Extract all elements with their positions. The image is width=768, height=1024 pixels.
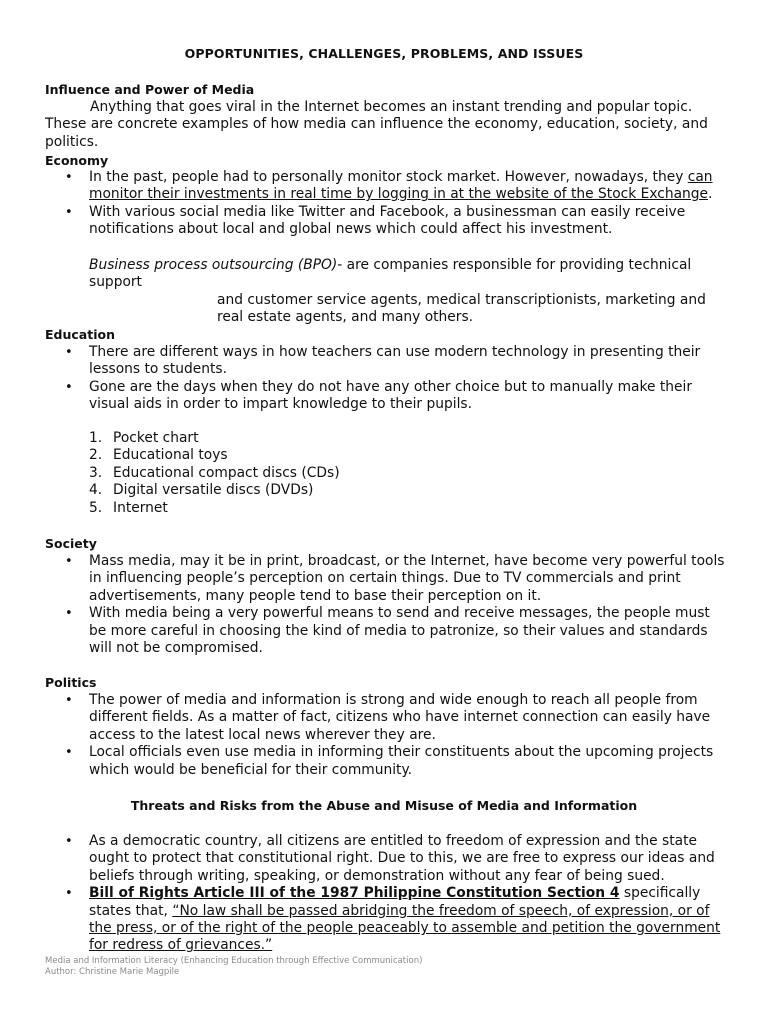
list-item	[45, 500, 545, 517]
list-text: Educational toys	[113, 447, 228, 464]
influence-paragraph	[45, 99, 735, 151]
list-number: 1.	[89, 430, 103, 446]
threats-heading: Threats and Risks from the Abuse and Misuse of Media and Information	[130, 798, 638, 813]
education-bullet-list	[45, 344, 725, 414]
list-item: • Local officials even use media in informing their constituents about the upcoming projects which would be beneficial for their community.	[45, 744, 725, 779]
list-item	[45, 430, 545, 447]
economy-bullet-1-text: In the past, people had to personally monitor stock market. However, nowadays, they	[89, 169, 688, 185]
bpo-line-1: - are companies responsible for providing technical support	[89, 257, 692, 291]
list-item: • With media being a very powerful means to send and receive messages, the people must be more careful in choosing the kind of media to patronize, so their values and standards will not be compromised.	[45, 605, 725, 657]
bpo-definition	[89, 257, 729, 327]
footer-course-title: Media and Information Literacy (Enhancing Education through Effective Communication)	[45, 956, 423, 966]
list-item: • Gone are the days when they do not have any other choice but to manually make their visual aids in order to impart knowledge to their pupils.	[45, 379, 725, 414]
education-heading: Education	[45, 327, 115, 342]
economy-bullet-1-end: .	[708, 186, 713, 203]
page-footer	[45, 956, 422, 977]
list-item	[45, 885, 725, 955]
threats-bullet-list	[45, 833, 725, 955]
list-item	[45, 465, 545, 482]
list-text: Educational compact discs (CDs)	[113, 464, 340, 481]
list-text: Pocket chart	[113, 430, 199, 446]
politics-bullet-list	[45, 692, 725, 779]
list-number: 4.	[89, 482, 103, 499]
constitution-quote: “No law shall be passed abridging the freedom of speech, of expression, or of the press, or of the right of the people peaceably to assemble and petition the government for redress of grievances.”	[89, 902, 721, 954]
influence-paragraph-text: Anything that goes viral in the Internet becomes an instant trending and popular topic. These are concrete examples of how media can influence the economy, education, society, and politics.	[45, 99, 708, 150]
threats-bullet-2-mid: specifically states that,	[89, 885, 701, 919]
economy-heading: Economy	[45, 153, 109, 168]
list-item: • Mass media, may it be in print, broadcast, or the Internet, have become very powerful tools in influencing people’s perception on certain things. Due to TV commercials and print advertisements, many people tend to base their perception on it.	[45, 553, 725, 605]
list-item: • The power of media and information is strong and wide enough to reach all people from different fields. As a matter of fact, citizens who have internet connection can easily have access to the latest local news wherever they are.	[45, 692, 725, 744]
list-number: 2.	[89, 447, 103, 464]
economy-bullet-list	[45, 169, 725, 239]
bill-of-rights-reference: Bill of Rights Article III of the 1987 Philippine Constitution Section 4	[89, 885, 620, 902]
education-numbered-list	[45, 430, 545, 517]
list-item	[45, 482, 545, 499]
economy-bullet-1-underlined: can monitor their investments in real time by logging in at the website of the Stock Exchange	[89, 169, 713, 203]
list-item: • With various social media like Twitter and Facebook, a businessman can easily receive notifications about local and global news which could affect his investment.	[45, 204, 725, 239]
influence-heading: Influence and Power of Media	[45, 82, 255, 97]
list-item: • As a democratic country, all citizens are entitled to freedom of expression and the state ought to protect that constitutional right. Due to this, we are free to express our ideas and beliefs through writing, speaking, or demonstration without any fear of being sued.	[45, 833, 725, 885]
page-title: OPPORTUNITIES, CHALLENGES, PROBLEMS, AND ISSUES	[184, 46, 584, 61]
list-text: Digital versatile discs (DVDs)	[113, 482, 314, 499]
society-bullet-list	[45, 553, 725, 657]
society-heading: Society	[45, 536, 97, 551]
list-text: Internet	[113, 499, 168, 516]
list-number: 3.	[89, 464, 103, 481]
politics-heading: Politics	[45, 675, 97, 690]
bpo-continuation: and customer service agents, medical transcriptionists, marketing and real estate agents, and many others.	[217, 291, 706, 326]
list-item: • There are different ways in how teachers can use modern technology in presenting their lessons to students.	[45, 344, 725, 379]
list-item	[45, 169, 725, 204]
list-item	[45, 447, 545, 464]
footer-author: Author: Christine Marie Magpile	[45, 966, 180, 977]
list-number: 5.	[89, 499, 103, 516]
bpo-term: Business process outsourcing (BPO)	[89, 257, 338, 273]
